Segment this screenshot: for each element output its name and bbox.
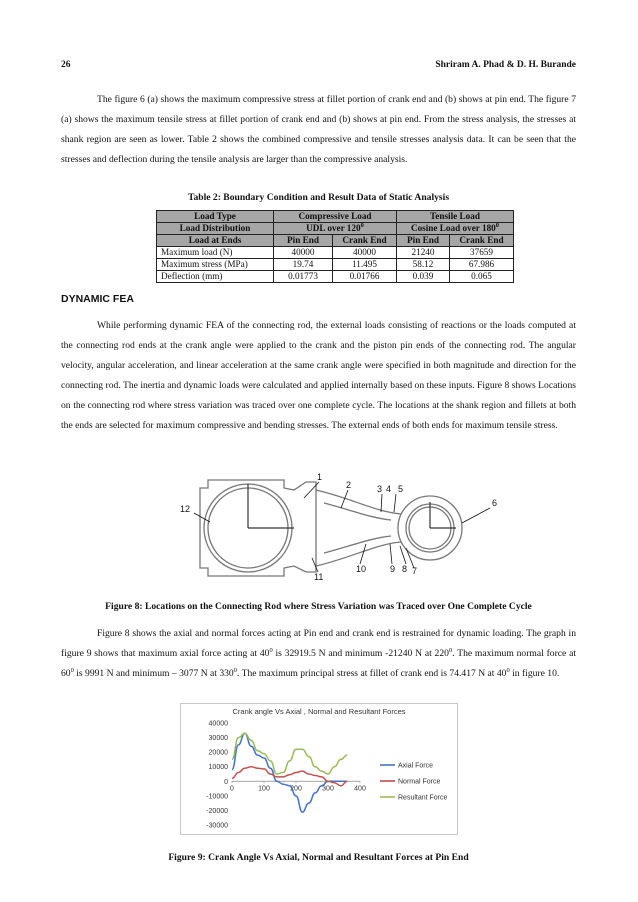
- location-label: 12: [180, 504, 191, 514]
- location-label: 6: [492, 498, 498, 508]
- location-label: 11: [314, 572, 324, 582]
- legend-label: Resultant Force: [398, 794, 448, 802]
- location-label: 2: [346, 480, 352, 490]
- cosine-label: Cosine Load over 180: [410, 223, 496, 233]
- legend-label: Axial Force: [398, 762, 434, 770]
- force-chart: [180, 703, 458, 835]
- table-header-cell: Tensile Load: [397, 211, 514, 223]
- x-tick-label: 300: [322, 785, 334, 793]
- text-run: is 9991 N and minimum – 3077 N at 330: [73, 668, 234, 679]
- table-header-cell: [397, 223, 514, 235]
- location-label: 7: [412, 566, 418, 576]
- table-cell: 58.12: [397, 259, 450, 271]
- table-cell: 0.01773: [274, 271, 333, 283]
- paragraph-intro: [61, 90, 576, 170]
- y-tick-label: 20000: [208, 749, 228, 757]
- location-label: 1: [317, 472, 323, 482]
- paragraph-forces: [61, 624, 576, 684]
- table-cell: 40000: [274, 247, 333, 259]
- results-table: [156, 210, 514, 283]
- table-cell: 11.495: [333, 259, 397, 271]
- table-header-cell: Compressive Load: [274, 211, 397, 223]
- legend-label: Normal Force: [398, 778, 441, 786]
- table-row: [157, 259, 514, 271]
- table-cell: 40000: [333, 247, 397, 259]
- page-number: 26: [61, 60, 71, 70]
- location-label: 10: [356, 564, 367, 574]
- table-header-cell: Pin End: [274, 235, 333, 247]
- x-tick-label: 100: [258, 785, 270, 793]
- udl-label: UDL over 120: [306, 223, 361, 233]
- x-tick-label: 200: [290, 785, 302, 793]
- table-header-cell: Crank End: [333, 235, 397, 247]
- y-tick-label: 30000: [208, 735, 228, 743]
- table-header-cell: Load Distribution: [157, 223, 274, 235]
- page-header: [61, 60, 576, 70]
- header-authors: Shriram A. Phad & D. H. Burande: [435, 60, 576, 70]
- text-run: . The maximum normal force at 60: [61, 648, 577, 679]
- table-cell: 21240: [397, 247, 450, 259]
- table-header-cell: Crank End: [450, 235, 514, 247]
- location-label: 3: [377, 484, 383, 494]
- section-title: DYNAMIC FEA: [61, 293, 134, 305]
- y-tick-label: -30000: [206, 822, 228, 830]
- y-tick-label: -20000: [206, 807, 228, 815]
- table-cell: 19.74: [274, 259, 333, 271]
- text-run: in figure 10.: [509, 668, 560, 679]
- text-run: is 32919.5 N and minimum -21240 N at 220: [272, 648, 449, 659]
- y-tick-label: 40000: [208, 720, 228, 728]
- text-run: Figure 8 shows the axial and normal forces acting at Pin end and crank end is restrained for dynamic loading. The graph in figure 9 shows that maximum axial force acting at 40: [61, 628, 576, 659]
- table-header-cell: [274, 223, 397, 235]
- figure8-caption: Figure 8: Locations on the Connecting Rod where Stress Variation was Traced over One Complete Cycle: [105, 601, 532, 612]
- y-tick-label: 0: [224, 778, 228, 786]
- table-cell: 67.986: [450, 259, 514, 271]
- degree-sup: 0: [70, 666, 74, 674]
- degree-sup: 0: [448, 646, 453, 654]
- degree-sup: 0: [233, 666, 237, 674]
- table-cell: 0.01766: [333, 271, 397, 283]
- y-tick-label: -10000: [206, 793, 228, 801]
- paragraph-dynamic-fea: [61, 316, 576, 436]
- table-cell: Maximum stress (MPa): [157, 259, 274, 271]
- table-row: [157, 271, 514, 283]
- degree-sup: 0: [495, 221, 500, 229]
- table-header-cell: Pin End: [397, 235, 450, 247]
- location-label: 4: [386, 484, 392, 494]
- chart-title: Crank angle Vs Axial , Normal and Resultant Forces: [232, 707, 406, 716]
- figure9-caption: Figure 9: Crank Angle Vs Axial, Normal and Resultant Forces at Pin End: [168, 852, 469, 863]
- table-cell: Deflection (mm): [157, 271, 274, 283]
- x-tick-label: 400: [354, 785, 366, 793]
- location-label: 8: [402, 564, 408, 574]
- table-header-cell: Load at Ends: [157, 235, 274, 247]
- degree-sup: 0: [360, 221, 364, 229]
- x-tick-label: 0: [230, 785, 234, 793]
- table-header-row: [157, 223, 514, 235]
- location-label: 9: [390, 564, 396, 574]
- table-row: [157, 247, 514, 259]
- table-cell: 0.065: [450, 271, 514, 283]
- table-cell: 0.039: [397, 271, 450, 283]
- paragraph-intro-text: The figure 6 (a) shows the maximum compressive stress at fillet portion of crank end and (b) shows at pin end. The figure 7 (a) shows the maximum tensile stress at fillet portion of crank end and (b) shows at pin end. From the stress analysis, the stresses at shank region are seen as lower. Table 2 shows the combined compressive and tensile stresses analysis data. It can be seen that the stresses and deflection during the tensile analysis are larger than the compressive analysis.: [61, 94, 576, 165]
- text-run: . The maximum principal stress at fillet of crank end is 74.417 N at 40: [236, 668, 507, 679]
- table-caption: Table 2: Boundary Condition and Result Data of Static Analysis: [187, 192, 450, 203]
- table-cell: 37659: [450, 247, 514, 259]
- y-tick-label: 10000: [208, 764, 228, 772]
- connecting-rod-figure: [176, 468, 506, 588]
- table-header-row: [157, 235, 514, 247]
- paragraph-dynamic-fea-text: While performing dynamic FEA of the connecting rod, the external loads consisting of reactions or the loads computed at the connecting rod ends at the crank angle were applied to the crank and the piston pin ends of the connecting rod. The angular velocity, angular acceleration, and linear acceleration at the same crank angle were specified in both magnitude and direction for the connecting rod. The inertia and dynamic loads were calculated and applied internally based on these inputs. Figure 8 shows Locations on the connecting rod where stress variation was traced over one complete cycle. The locations at the shank region and fillets at both the ends are selected for maximum compressive and bending stresses. The external ends of both ends for maximum tensile stress.: [61, 320, 576, 431]
- table-header-cell: Load Type: [157, 211, 274, 223]
- table-header-row: [157, 211, 514, 223]
- table-cell: Maximum load (N): [157, 247, 274, 259]
- degree-sup: 0: [269, 646, 273, 654]
- location-label: 5: [398, 484, 404, 494]
- degree-sup: 0: [506, 666, 510, 674]
